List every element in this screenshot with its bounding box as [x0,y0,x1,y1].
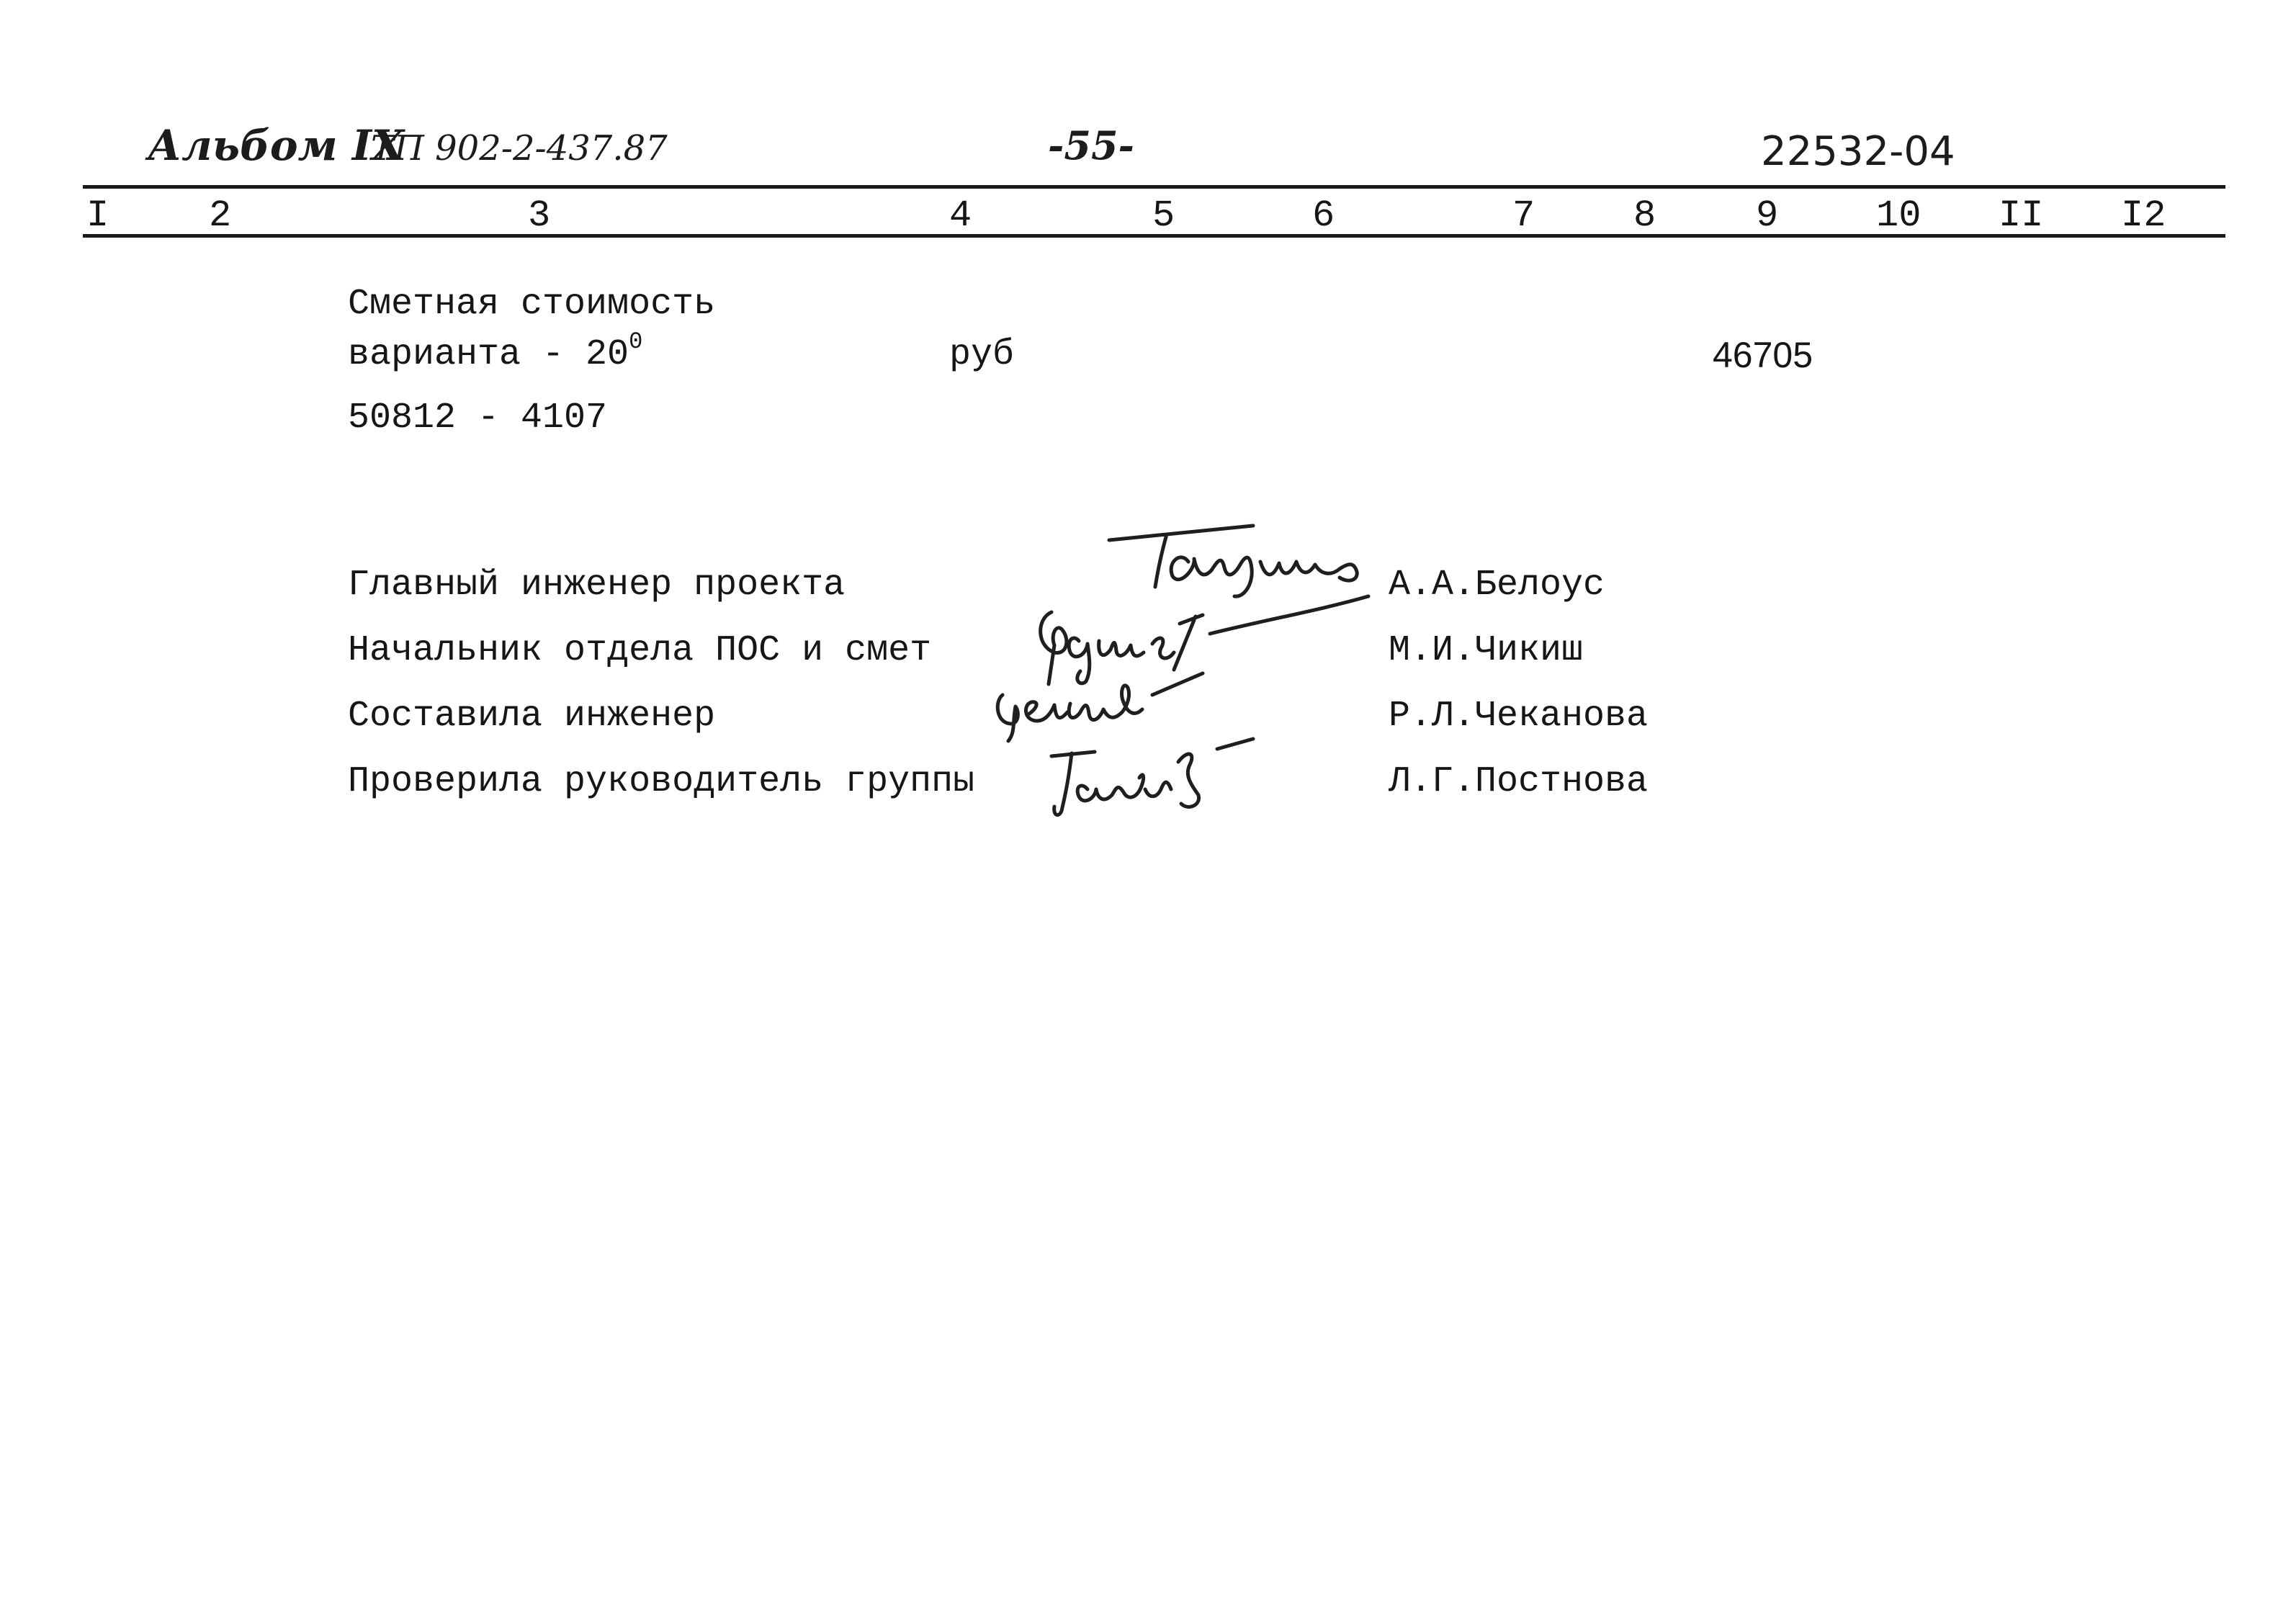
column-number: 6 [1312,194,1335,237]
role-compiler: Составила инженер [348,696,716,737]
column-number: 7 [1512,194,1535,237]
column-number: I [86,194,109,237]
role-department-head: Начальник отдела ПОС и смет [348,630,932,671]
column-number: 10 [1876,194,1921,237]
estimate-variant-text: варианта - 20 [348,334,629,375]
estimate-label-line1: Сметная стоимость [348,284,716,325]
estimate-calculation: 50812 - 4107 [348,398,608,439]
estimate-label-line2 [348,328,643,375]
document-code: 22532-04 [1761,128,1955,175]
signature-checker [1037,720,1296,828]
role-chief-engineer: Главный инженер проекта [348,565,846,606]
name-compiler: Р.Л.Чеканова [1389,696,1649,737]
column-number: 8 [1633,194,1656,237]
column-number: II [1999,194,2044,237]
column-number: 2 [209,194,232,237]
column-number: 5 [1152,194,1175,237]
name-department-head: М.И.Чикиш [1389,630,1584,671]
name-chief-engineer: А.А.Белоус [1389,565,1605,606]
degree-superscript: 0 [629,328,643,355]
estimate-unit: руб [949,334,1015,375]
page-number: -55- [1048,122,1134,169]
album-label: Альбом IX [148,121,404,170]
name-checker: Л.Г.Постнова [1389,761,1649,802]
column-number: 3 [528,194,551,237]
project-code: ТП 902-2-437.87 [371,128,668,169]
column-number: 9 [1756,194,1779,237]
estimate-value: 46705 [1713,335,1813,375]
role-checker: Проверила руководитель группы [348,761,975,802]
column-number: I2 [2121,194,2166,237]
header-top-rule [83,185,2225,189]
column-number: 4 [949,194,972,237]
